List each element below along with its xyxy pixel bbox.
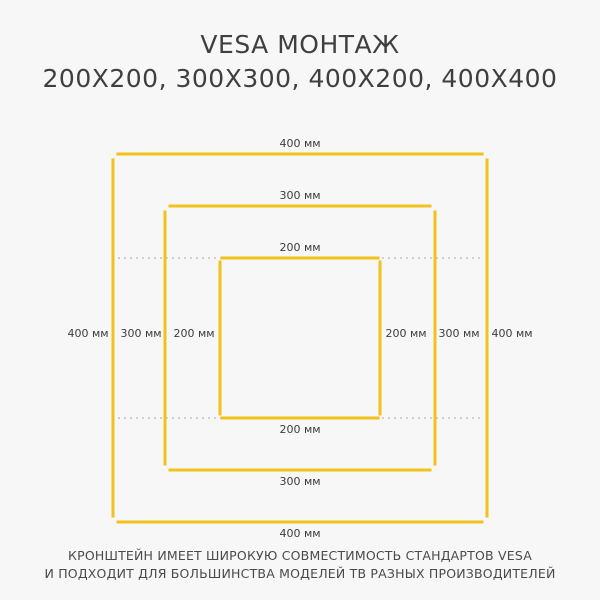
label-200-top: 200 мм <box>279 241 321 254</box>
label-200-right: 200 мм <box>385 327 427 340</box>
label-300-bottom: 300 мм <box>279 475 321 488</box>
label-200-bottom: 200 мм <box>279 423 321 436</box>
label-300-left: 300 мм <box>120 327 162 340</box>
label-200-left: 200 мм <box>173 327 215 340</box>
page-title: VESA МОНТАЖ <box>200 30 400 59</box>
label-400-right: 400 мм <box>491 327 533 340</box>
square-200 <box>220 258 380 418</box>
label-400-left: 400 мм <box>67 327 109 340</box>
footer-line-2: И ПОДХОДИТ ДЛЯ БОЛЬШИНСТВА МОДЕЛЕЙ ТВ РАЗНЫХ ПРОИЗВОДИТЕЛЕЙ <box>44 566 556 581</box>
label-300-right: 300 мм <box>438 327 480 340</box>
label-400-top: 400 мм <box>279 137 321 150</box>
square-400 <box>113 154 487 522</box>
label-300-top: 300 мм <box>279 189 321 202</box>
page-subtitle: 200X200, 300X300, 400X200, 400X400 <box>42 64 558 93</box>
label-400-bottom: 400 мм <box>279 527 321 540</box>
footer-line-1: КРОНШТЕЙН ИМЕЕТ ШИРОКУЮ СОВМЕСТИМОСТЬ СТАНДАРТОВ VESA <box>68 548 532 563</box>
